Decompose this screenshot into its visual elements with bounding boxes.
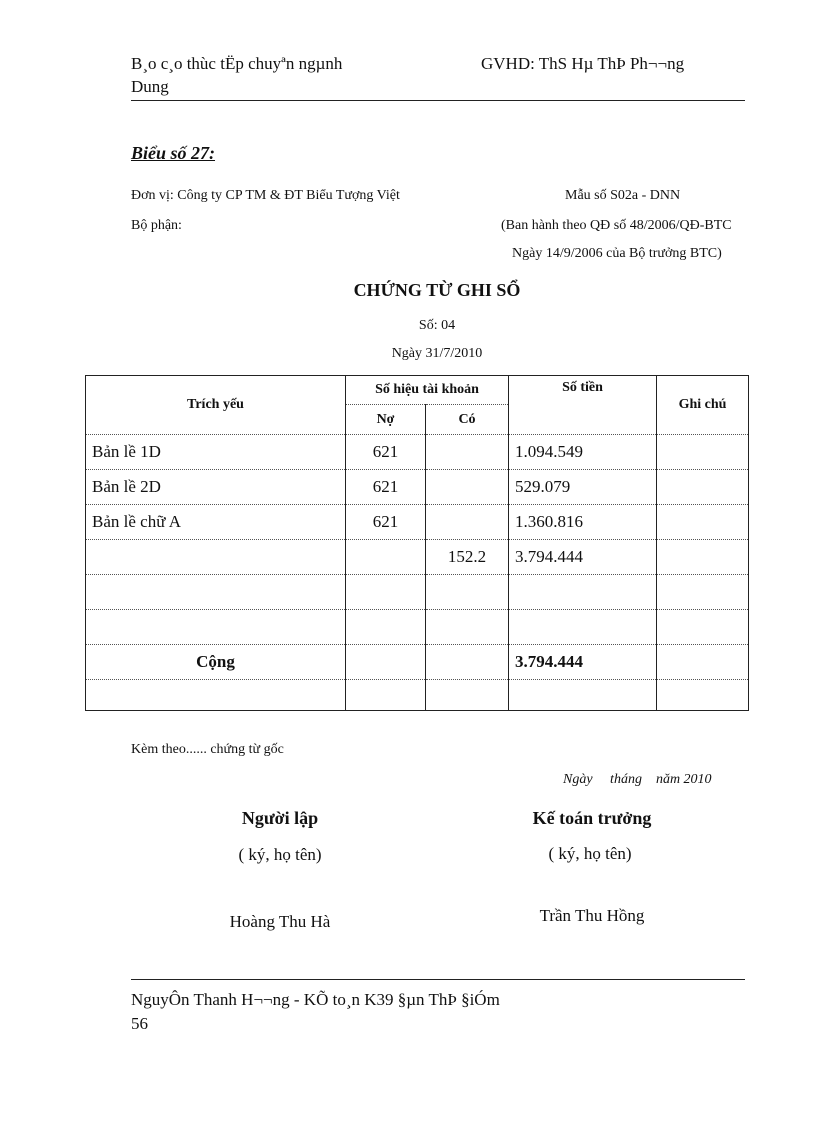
unit-name: Đơn vị: Công ty CP TM & ĐT Biểu Tượng Việt — [131, 188, 400, 203]
chief-accountant-note: ( ký, họ tên) — [548, 844, 632, 863]
cell-co — [426, 610, 509, 645]
footer-author: NguyÔn Thanh H¬¬ng - KÕ to¸n K39 §µn ThÞ §iÓm — [131, 990, 500, 1009]
col-header-so-tien: Số tiền — [509, 376, 657, 435]
form-code: Mẫu số S02a - DNN — [565, 188, 681, 203]
document-title: CHỨNG TỪ GHI SỔ — [353, 280, 521, 300]
issued-by: (Ban hành theo QĐ số 48/2006/QĐ-BTC — [501, 218, 732, 233]
table-row — [86, 540, 749, 575]
header-report-title: B¸o c¸o thùc tËp chuyªn ngµnh — [131, 54, 343, 73]
cell-ghi-chu — [657, 575, 749, 610]
header-supervisor: GVHD: ThS Hµ ThÞ Ph¬¬ng — [481, 54, 685, 73]
voucher-table — [85, 375, 749, 711]
total-label: Cộng — [86, 645, 346, 680]
cell-so-tien: 1.360.816 — [509, 505, 657, 540]
footer-rule — [131, 979, 745, 980]
cell-ghi-chu — [657, 645, 749, 680]
col-header-co: Có — [426, 405, 509, 435]
sign-date: Ngày tháng năm 2010 — [563, 772, 712, 787]
cell-no: 621 — [346, 505, 426, 540]
form-label: Biểu số 27: — [131, 143, 216, 163]
table-row — [86, 680, 749, 711]
header-rule — [131, 100, 745, 101]
chief-accountant-title: Kế toán trưởng — [532, 808, 652, 828]
col-header-no: Nợ — [346, 405, 426, 435]
cell-trich-yeu: Bản lề chữ A — [86, 505, 346, 540]
cell-trich-yeu: Bản lề 2D — [86, 470, 346, 505]
cell-ghi-chu — [657, 505, 749, 540]
cell-no — [346, 575, 426, 610]
cell-co — [426, 645, 509, 680]
table-row — [86, 470, 749, 505]
cell-so-tien — [509, 610, 657, 645]
cell-so-tien: 1.094.549 — [509, 435, 657, 470]
col-header-ghi-chu: Ghi chú — [657, 376, 749, 435]
cell-trich-yeu — [86, 540, 346, 575]
cell-ghi-chu — [657, 610, 749, 645]
cell-no — [346, 610, 426, 645]
cell-so-tien: 3.794.444 — [509, 540, 657, 575]
cell-so-tien — [509, 575, 657, 610]
total-amount: 3.794.444 — [509, 645, 657, 680]
cell-co — [426, 505, 509, 540]
col-header-trich-yeu: Trích yếu — [86, 376, 346, 435]
table-total-row — [86, 645, 749, 680]
document-number: Số: 04 — [418, 318, 456, 333]
department: Bộ phận: — [131, 218, 182, 233]
table-row — [86, 610, 749, 645]
cell-co — [426, 435, 509, 470]
cell-ghi-chu — [657, 470, 749, 505]
cell-so-tien: 529.079 — [509, 470, 657, 505]
preparer-name: Hoàng Thu Hà — [229, 912, 331, 931]
table-header-row — [86, 376, 749, 405]
page-number: 56 — [131, 1014, 148, 1033]
cell-trich-yeu — [86, 610, 346, 645]
cell-no — [346, 540, 426, 575]
cell-ghi-chu — [657, 435, 749, 470]
cell-no — [346, 645, 426, 680]
document-date: Ngày 31/7/2010 — [391, 346, 483, 361]
issued-date: Ngày 14/9/2006 của Bộ trưởng BTC) — [512, 246, 722, 261]
header-report-title-cont: Dung — [131, 77, 169, 96]
cell-no: 621 — [346, 470, 426, 505]
chief-accountant-name: Trần Thu Hồng — [539, 906, 645, 925]
preparer-note: ( ký, họ tên) — [238, 845, 322, 864]
table-row — [86, 435, 749, 470]
col-header-so-hieu-tk: Số hiệu tài khoản — [346, 376, 509, 405]
cell-ghi-chu — [657, 540, 749, 575]
cell-trich-yeu — [86, 575, 346, 610]
attached-docs: Kèm theo...... chứng từ gốc — [131, 742, 284, 757]
preparer-title: Người lập — [241, 808, 319, 828]
cell-co — [426, 575, 509, 610]
table-row — [86, 575, 749, 610]
cell-co — [426, 470, 509, 505]
table-row — [86, 505, 749, 540]
cell-co: 152.2 — [426, 540, 509, 575]
cell-no: 621 — [346, 435, 426, 470]
cell-trich-yeu: Bản lề 1D — [86, 435, 346, 470]
